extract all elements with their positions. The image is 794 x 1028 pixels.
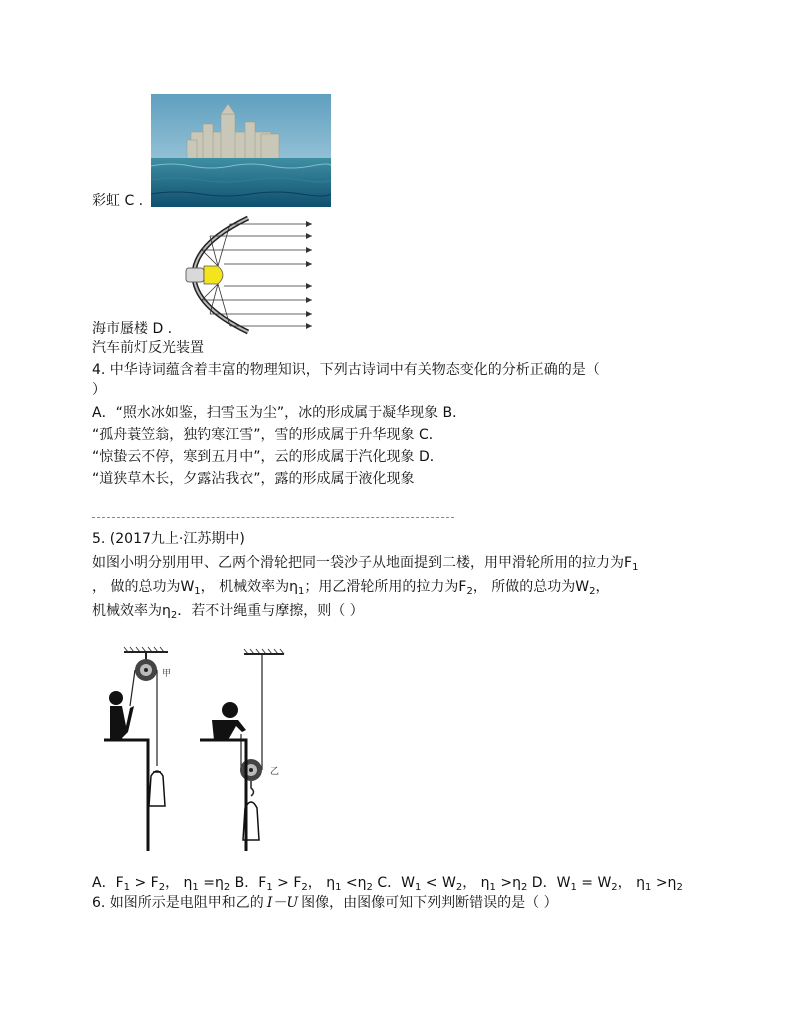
q5-stem-line1: 如图小明分别用甲、乙两个滑轮把同一袋沙子从地面提到二楼，用甲滑轮所用的拉力为$F_1$ <box>92 555 639 573</box>
option-d-caption: 汽车前灯反光装置 <box>92 340 204 356</box>
q6-stem: 6. 如图所示是电阻甲和乙的 I－U 图像，由图像可知下列判断错误的是（ ） <box>92 895 558 911</box>
headlight-reflector-diagram <box>180 214 320 336</box>
q4-stem-close: ） <box>92 382 106 398</box>
q4-option-d: “道狭草木长，夕露沾我衣”，露的形成属于液化现象 <box>92 471 415 487</box>
fixed-pulley-jia <box>104 647 168 851</box>
q4-stem: 4. 中华诗词蕴含着丰富的物理知识，下列古诗词中有关物态变化的分析正确的是（ <box>92 362 600 378</box>
q5-header: 5. (2017九上·江苏期中) <box>92 531 245 547</box>
label-yi: 乙 <box>270 767 280 777</box>
iu-formula: I－U <box>266 895 299 911</box>
q4-option-a: A．“照水冰如鉴，扫雪玉为尘”，冰的形成属于凝华现象 B． <box>92 405 467 421</box>
label-jia: 甲 <box>162 669 172 679</box>
q5-stem-line3: 机械效率为$\eta_2$．若不计绳重与摩擦，则（ ） <box>92 603 364 621</box>
movable-pulley-yi <box>200 649 284 851</box>
q4-option-c: “惊蛰云不停，寒到五月中”，云的形成属于汽化现象 D． <box>92 449 444 465</box>
q5-answer-options: A．$F_1 > F_2$， $\eta_1 =\eta_2$ B．$F_1 > F_2$， $\eta_1 <\eta_2$ C．$W_1 < W_2$， $\eta_1 >\eta_2$ D．$W_1 = W_2$， $\eta_1 >\eta_2$ <box>92 875 683 893</box>
pulley-diagram <box>100 646 300 854</box>
q4-option-b: “孤舟蓑笠翁，独钓寒江雪”，雪的形成属于升华现象 C． <box>92 427 443 443</box>
q5-stem-line2: ， 做的总功为$W_1$， 机械效率为$\eta_1$；用乙滑轮所用的拉力为$F_2$， 所做的总功为$W_2$， <box>92 579 610 597</box>
section-divider <box>92 517 454 518</box>
option-c-prefix: 彩虹 C . <box>92 193 144 209</box>
mirage-castle-image <box>151 94 331 207</box>
option-d-prefix: 海市蜃楼 D . <box>92 321 173 337</box>
